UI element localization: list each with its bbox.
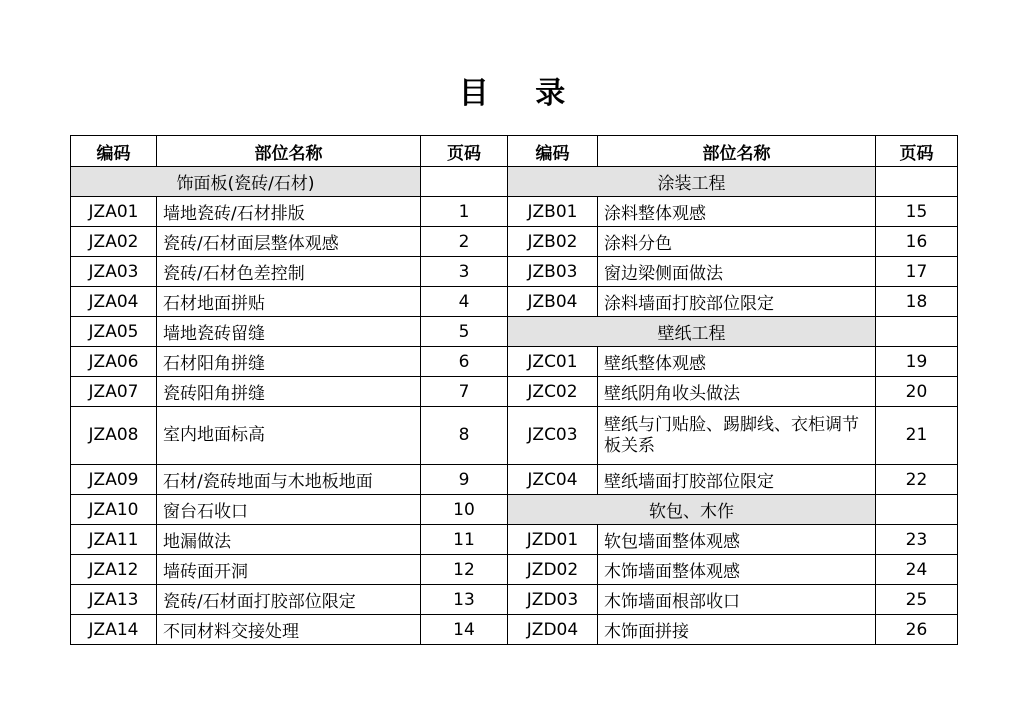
- entry-code: JZC03: [508, 407, 598, 465]
- entry-code: JZA09: [71, 465, 157, 495]
- entry-code: JZD04: [508, 615, 598, 645]
- entry-page: 11: [421, 525, 508, 555]
- entry-code: JZA04: [71, 287, 157, 317]
- table-row: [71, 287, 958, 317]
- entry-code: JZD02: [508, 555, 598, 585]
- entry-name: 瓷砖/石材色差控制: [157, 257, 421, 287]
- table-row: [71, 377, 958, 407]
- entry-page: 5: [421, 317, 508, 347]
- entry-page: 25: [876, 585, 958, 615]
- entry-code: JZA12: [71, 555, 157, 585]
- header-name-right: 部位名称: [598, 136, 876, 167]
- section-header: 软包、木作: [508, 495, 876, 525]
- entry-name: 墙地瓷砖/石材排版: [157, 197, 421, 227]
- header-page: 页码: [421, 136, 508, 167]
- entry-code: JZA11: [71, 525, 157, 555]
- entry-page: 1: [421, 197, 508, 227]
- table-row: [71, 615, 958, 645]
- entry-name: 石材阳角拼缝: [157, 347, 421, 377]
- entry-name: 木饰墙面整体观感: [598, 555, 876, 585]
- entry-name: 木饰墙面根部收口: [598, 585, 876, 615]
- entry-page: 4: [421, 287, 508, 317]
- entry-page: 18: [876, 287, 958, 317]
- entry-name: 不同材料交接处理: [157, 615, 421, 645]
- empty-cell: [876, 317, 958, 347]
- table-row: [71, 167, 958, 197]
- entry-code: JZA13: [71, 585, 157, 615]
- page-title: 目 录: [458, 76, 584, 111]
- empty-cell: [876, 167, 958, 197]
- entry-code: JZC02: [508, 377, 598, 407]
- header-code-right: 编码: [508, 136, 598, 167]
- table-row: [71, 585, 958, 615]
- entry-page: 15: [876, 197, 958, 227]
- table-row: [71, 465, 958, 495]
- entry-name: 石材地面拼贴: [157, 287, 421, 317]
- table-row: [71, 227, 958, 257]
- table-row: [71, 525, 958, 555]
- entry-code: JZB03: [508, 257, 598, 287]
- entry-page: 10: [421, 495, 508, 525]
- entry-name: 壁纸墙面打胶部位限定: [598, 465, 876, 495]
- header-name: 部位名称: [157, 136, 421, 167]
- entry-name: 地漏做法: [157, 525, 421, 555]
- entry-page: 12: [421, 555, 508, 585]
- entry-code: JZA05: [71, 317, 157, 347]
- entry-page: 23: [876, 525, 958, 555]
- entry-code: JZA03: [71, 257, 157, 287]
- entry-code: JZA01: [71, 197, 157, 227]
- entry-page: 24: [876, 555, 958, 585]
- table-row: [71, 347, 958, 377]
- header-row: [71, 136, 958, 167]
- entry-code: JZB01: [508, 197, 598, 227]
- section-header: 饰面板(瓷砖/石材): [71, 167, 421, 197]
- table-row: [71, 407, 958, 465]
- section-header: 涂装工程: [508, 167, 876, 197]
- entry-page: 8: [421, 407, 508, 465]
- entry-name: 墙砖面开洞: [157, 555, 421, 585]
- entry-page: 22: [876, 465, 958, 495]
- entry-name: 涂料墙面打胶部位限定: [598, 287, 876, 317]
- entry-name: 瓷砖/石材面层整体观感: [157, 227, 421, 257]
- entry-code: JZA02: [71, 227, 157, 257]
- entry-page: 17: [876, 257, 958, 287]
- entry-name: 涂料分色: [598, 227, 876, 257]
- entry-name: 壁纸与门贴脸、踢脚线、衣柜调节板关系: [598, 407, 876, 465]
- entry-code: JZA08: [71, 407, 157, 465]
- empty-cell: [421, 167, 508, 197]
- table-row: [71, 257, 958, 287]
- empty-cell: [876, 495, 958, 525]
- entry-name: 墙地瓷砖留缝: [157, 317, 421, 347]
- entry-code: JZB04: [508, 287, 598, 317]
- entry-code: JZA14: [71, 615, 157, 645]
- entry-page: 9: [421, 465, 508, 495]
- entry-name: 涂料整体观感: [598, 197, 876, 227]
- entry-name: 瓷砖/石材面打胶部位限定: [157, 585, 421, 615]
- table-row: [71, 197, 958, 227]
- entry-name: 壁纸整体观感: [598, 347, 876, 377]
- entry-code: JZB02: [508, 227, 598, 257]
- entry-code: JZC01: [508, 347, 598, 377]
- entry-page: 3: [421, 257, 508, 287]
- entry-page: 20: [876, 377, 958, 407]
- entry-code: JZA07: [71, 377, 157, 407]
- entry-name: 窗边梁侧面做法: [598, 257, 876, 287]
- entry-page: 2: [421, 227, 508, 257]
- entry-code: JZA06: [71, 347, 157, 377]
- entry-page: 16: [876, 227, 958, 257]
- entry-page: 26: [876, 615, 958, 645]
- header-page-right: 页码: [876, 136, 958, 167]
- entry-name: 木饰面拼接: [598, 615, 876, 645]
- entry-code: JZD01: [508, 525, 598, 555]
- entry-code: JZA10: [71, 495, 157, 525]
- entry-code: JZD03: [508, 585, 598, 615]
- header-code: 编码: [71, 136, 157, 167]
- entry-page: 6: [421, 347, 508, 377]
- toc-table: [70, 135, 958, 645]
- entry-name: 室内地面标高: [157, 407, 421, 465]
- entry-page: 7: [421, 377, 508, 407]
- entry-page: 13: [421, 585, 508, 615]
- entry-code: JZC04: [508, 465, 598, 495]
- table-row: [71, 317, 958, 347]
- entry-page: 19: [876, 347, 958, 377]
- entry-name: 窗台石收口: [157, 495, 421, 525]
- entry-name: 瓷砖阳角拼缝: [157, 377, 421, 407]
- entry-name: 石材/瓷砖地面与木地板地面: [157, 465, 421, 495]
- entry-page: 14: [421, 615, 508, 645]
- entry-page: 21: [876, 407, 958, 465]
- section-header: 壁纸工程: [508, 317, 876, 347]
- table-row: [71, 495, 958, 525]
- table-row: [71, 555, 958, 585]
- entry-name: 壁纸阴角收头做法: [598, 377, 876, 407]
- entry-name: 软包墙面整体观感: [598, 525, 876, 555]
